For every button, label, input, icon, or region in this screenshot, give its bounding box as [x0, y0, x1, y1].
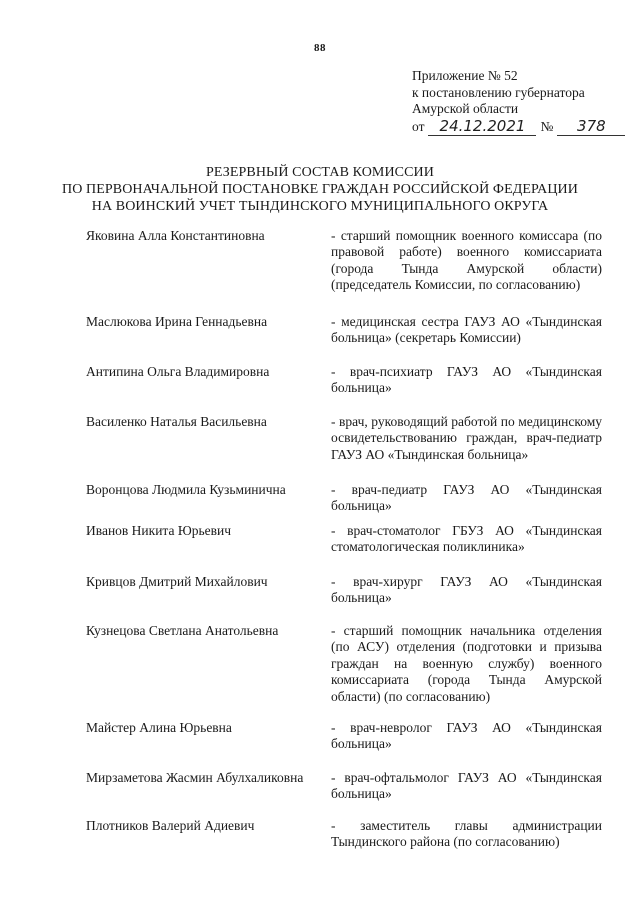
page-number: 88	[314, 42, 326, 54]
number-label: №	[540, 118, 554, 134]
member-row	[86, 314, 606, 364]
member-name: Кузнецова Светлана Анатольевна	[86, 623, 279, 638]
annex-block	[412, 68, 632, 136]
member-name: Плотников Валерий Адиевич	[86, 818, 255, 833]
member-name: Василенко Наталья Васильевна	[86, 414, 267, 429]
annex-title: Приложение № 52	[412, 68, 518, 83]
member-name: Маслюкова Ирина Геннадьевна	[86, 314, 268, 329]
member-row	[86, 414, 606, 482]
member-name: Майстер Алина Юрьевна	[86, 720, 232, 735]
member-role: - врач-психиатр ГАУЗ АО «Тындинская больница»	[331, 364, 602, 396]
annex-reference: к постановлению губернатора	[412, 84, 585, 100]
members-list	[86, 228, 606, 858]
annex-region: Амурской области	[412, 101, 519, 116]
member-role: - врач-офтальмолог ГАУЗ АО «Тындинская больница»	[331, 770, 602, 802]
member-name: Воронцова Людмила Кузьминична	[86, 482, 286, 497]
member-role: - врач-стоматолог ГБУЗ АО «Тындинская стоматологическая поликлиника»	[331, 523, 602, 555]
title-line-2: ПО ПЕРВОНАЧАЛЬНОЙ ПОСТАНОВКЕ ГРАЖДАН РОССИЙСКОЙ ФЕДЕРАЦИИ	[62, 182, 578, 197]
member-role: - врач, руководящий работой по медицинскому освидетельствованию граждан, врач-педиатр ГАУЗ АО «Тындинская больница»	[331, 414, 602, 462]
member-role: - старший помощник начальника отделения (по АСУ) отделения (подготовки и призыва граждан на военную службу) военного комиссариата (города Тында Амурской области) (по согласованию)	[331, 623, 602, 704]
document-title	[0, 164, 640, 215]
handwritten-number: 378	[557, 118, 625, 136]
member-row	[86, 770, 606, 818]
member-row	[86, 482, 606, 523]
member-role: - медицинская сестра ГАУЗ АО «Тындинская больница» (секретарь Комиссии)	[331, 314, 602, 346]
member-role: - врач-педиатр ГАУЗ АО «Тындинская больница»	[331, 482, 602, 514]
handwritten-date: 24.12.2021	[428, 118, 536, 136]
annex-date-line	[412, 118, 632, 136]
member-role: - врач-хирург ГАУЗ АО «Тындинская больница»	[331, 574, 602, 606]
title-line-3: НА ВОИНСКИЙ УЧЕТ ТЫНДИНСКОГО МУНИЦИПАЛЬНОГО ОКРУГА	[91, 199, 549, 214]
member-row	[86, 364, 606, 414]
member-role: - старший помощник военного комиссара (по правовой работе) военного комиссариата (города Тында Амурской области) (председатель Комиссии, по согласованию)	[331, 228, 602, 293]
member-row	[86, 623, 606, 720]
member-name: Кривцов Дмитрий Михайлович	[86, 574, 268, 589]
member-role: - врач-невролог ГАУЗ АО «Тындинская больница»	[331, 720, 602, 752]
member-role: - заместитель главы администрации Тындинского района (по согласованию)	[331, 818, 602, 850]
title-line-1: РЕЗЕРВНЫЙ СОСТАВ КОМИССИИ	[206, 165, 434, 180]
member-name: Яковина Алла Константиновна	[86, 228, 265, 243]
member-name: Мирзаметова Жасмин Абулхаликовна	[86, 770, 304, 785]
member-row	[86, 720, 606, 770]
date-prefix: от	[412, 118, 425, 134]
member-row	[86, 574, 606, 623]
member-name: Иванов Никита Юрьевич	[86, 523, 232, 538]
member-name: Антипина Ольга Владимировна	[86, 364, 270, 379]
member-row	[86, 228, 606, 314]
member-row	[86, 523, 606, 574]
member-row	[86, 818, 606, 858]
